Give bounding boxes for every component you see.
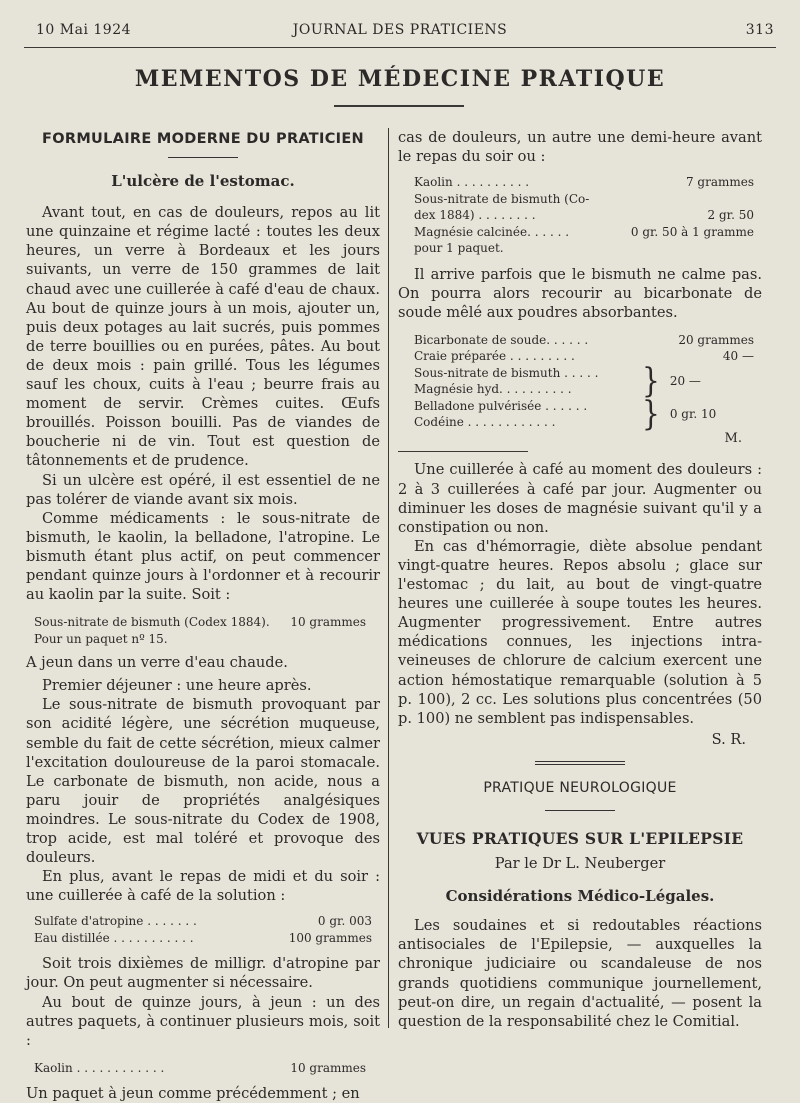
rx-note: pour 1 paquet. xyxy=(414,241,504,256)
paragraph: Un paquet à jeun comme précédemment ; en xyxy=(26,1085,360,1103)
rx-name: Sous-nitrate de bismuth (Co- xyxy=(414,191,590,206)
paragraph: Le sous-nitrate de bismuth provoquant par son acidité légère, une sécrétion muqueuse, semble du fait de cette sécrétion, mieux calmer l'excitation douloureuse de la paroi stomacale. Le carbonate de bismuth, non acide, nous a paru jouir de propriétés analgésiques moindres. Le sous-nitrate du Codex de 1908, trop acide, est mal toléré et provoque des douleurs. xyxy=(26,696,380,867)
paragraph: Avant tout, en cas de douleurs, repos au lit une quinzaine et régime lacté : toutes les deux heures, un verre à Bordeaux et les jours suivants, un verre de 150 grammes de lait chaud avec une cuillerée à café d'eau de chaux. Au bout de quinze jours à un mois, ajouter un, puis deux potages au lait sucrés, puis pommes de terre bouillies ou en purées, pâtes. Au bout de deux mois : pain grillé. Tous les légumes sauf les choux, cuits à l'eau ; beurre frais au moment de servir. Crèmes cuites. Œufs brouillés. Poisson bouilli. Pas de viandes de boucherie ni de vin. Tout est question de tâtonnements et de prudence. xyxy=(26,204,380,470)
prescription-kaolin xyxy=(34,1060,380,1077)
paragraph: A jeun dans un verre d'eau chaude. xyxy=(26,654,288,672)
double-rule xyxy=(535,761,625,765)
paragraph: Si un ulcère est opéré, il est essentiel de ne pas tolérer de viande avant six mois. xyxy=(26,471,380,508)
rx-note: Pour un paquet nº 15. xyxy=(34,631,168,646)
rx-quantity: 40 — xyxy=(722,349,754,364)
rx-name: Craie préparée . . . . . . . . . xyxy=(414,349,575,364)
article-subtitle: L'ulcère de l'estomac. xyxy=(111,172,295,191)
header-date: 10 Mai 1924 xyxy=(36,22,132,38)
page-title: MEMENTOS DE MÉDECINE PRATIQUE xyxy=(134,66,666,92)
rx-name: Sulfate d'atropine . . . . . . . xyxy=(34,914,197,929)
paragraph: Premier déjeuner : une heure après. xyxy=(42,677,312,695)
paragraph: Comme médicaments : le sous-nitrate de bismuth, le kaolin, la belladone, l'atropine. Le bismuth étant plus actif, on peut commencer pendant quinze jours à l'ordonner et à recourir au kaolin par la suite. Soit : xyxy=(26,509,380,604)
paragraph: Au bout de quinze jours, à jeun : un des autres paquets, à continuer plusieurs mois, soit : xyxy=(26,993,380,1049)
rx-quantity: 7 grammes xyxy=(685,175,754,190)
rx-name: Bicarbonate de soude. . . . . . xyxy=(414,332,589,347)
header-rule xyxy=(24,47,776,48)
rx-line xyxy=(414,191,762,208)
brace-icon: } xyxy=(642,361,660,401)
rx-quantity: 10 grammes xyxy=(290,615,366,630)
rx-quantity: 0 gr. 10 xyxy=(669,407,717,422)
paragraph: Une cuillerée à café au moment des douleurs : 2 à 3 cuillerées à café par jour. Augmenter ou diminuer les doses de magnésie suivant qu'il y a constipation ou non. xyxy=(398,461,762,536)
rx-group-bismuth xyxy=(414,365,642,398)
paragraph: En cas d'hémorragie, diète absolue pendant vingt-quatre heures. Repos absolu ; glace sur l'estomac ; du lait, au bout de vingt-quatre heures une cuillerée à soupe toutes les heures. Augmenter progressivement. Entre autres médications connues, les injections intra-veineuses de chlorure de calcium exercent une action hémostatique remarquable (solution à 5 p. 100), 2 cc. Les solutions plus concentrées (50 p. 100) ne semblent pas indispensables. xyxy=(398,537,762,727)
header-page-number: 313 xyxy=(745,22,774,38)
rx-name: Magnésie calcinée. . . . . . xyxy=(414,224,570,239)
rx-name: Kaolin . . . . . . . . . . xyxy=(414,175,530,190)
rx-line xyxy=(34,913,380,930)
rx-name: Magnésie hyd. . . . . . . . . . xyxy=(414,382,572,397)
rx-line xyxy=(34,930,380,947)
section-rule xyxy=(545,810,615,811)
paragraph: En plus, avant le repas de midi et du soir : une cuillerée à café de la solution : xyxy=(26,868,380,905)
rx-name: Kaolin . . . . . . . . . . . . xyxy=(34,1060,165,1075)
rx-line xyxy=(414,207,762,224)
title-rule xyxy=(334,105,464,107)
rx-name: Sous-nitrate de bismuth (Codex 1884). xyxy=(34,615,270,630)
paragraph: Il arrive parfois que le bismuth ne calme pas. On pourra alors recourir au bicarbonate de soude mêlé aux poudres absorbantes. xyxy=(398,265,762,321)
rx-group-belladone xyxy=(414,398,642,431)
rx-line xyxy=(414,332,762,349)
rx-name: Belladone pulvérisée . . . . . . xyxy=(414,398,588,413)
rx-quantity: 20 — xyxy=(669,374,701,389)
rx-quantity: 2 gr. 50 xyxy=(707,208,754,223)
article-author: Par le Dr L. Neuberger xyxy=(494,855,666,873)
section-rule xyxy=(168,157,238,158)
prescription-kaolin-bismuth xyxy=(414,174,762,240)
article-title-epilepsie: VUES PRATIQUES SUR L'EPILEPSIE xyxy=(416,828,744,848)
signature-m: M. xyxy=(724,430,742,446)
signature-sr: S. R. xyxy=(711,730,746,748)
section-heading-neurologique: PRATIQUE NEUROLOGIQUE xyxy=(483,779,677,796)
running-header xyxy=(0,22,800,44)
rx-line xyxy=(414,174,762,191)
rx-quantity: 20 grammes xyxy=(678,332,754,347)
right-column xyxy=(398,128,762,1031)
prescription-atropine xyxy=(34,913,380,946)
rx-quantity: 10 grammes xyxy=(290,1060,366,1075)
rx-name: dex 1884) . . . . . . . . xyxy=(414,208,536,223)
rx-line xyxy=(414,348,762,365)
article-subtitle: Considérations Médico-Légales. xyxy=(445,887,715,906)
rx-rule xyxy=(398,451,528,452)
paragraph: Les soudaines et si redoutables réactions antisociales de l'Epilepsie, — auxquelles la chronique judiciaire ou scandaleuse de nos grands quotidiens communique journellement, peut-on dire, un regain d'actualité, — posent la question de la responsabilité chez le Comitial. xyxy=(398,917,762,1030)
rx-name: Eau distillée . . . . . . . . . . . xyxy=(34,930,194,945)
rx-quantity: 100 grammes xyxy=(288,930,372,945)
left-column xyxy=(26,128,380,1103)
paragraph: cas de douleurs, un autre une demi-heure avant le repas du soir ou : xyxy=(398,129,762,166)
brace-icon: } xyxy=(642,394,660,434)
section-heading-formulaire: FORMULAIRE MODERNE DU PRATICIEN xyxy=(42,131,364,147)
rx-line xyxy=(414,224,762,241)
prescription-bismuth xyxy=(34,614,380,647)
header-journal: JOURNAL DES PRATICIENS xyxy=(292,22,508,38)
rx-quantity: 0 gr. 003 xyxy=(317,914,372,929)
paragraph: Soit trois dixièmes de milligr. d'atropine par jour. On peut augmenter si nécessaire. xyxy=(26,955,380,992)
column-divider xyxy=(388,128,389,1028)
rx-name: Codéine . . . . . . . . . . . . xyxy=(414,415,556,430)
rx-quantity: 0 gr. 50 à 1 gramme xyxy=(630,224,754,239)
rx-name: Sous-nitrate de bismuth . . . . . xyxy=(414,365,599,380)
prescription-bicarbonate xyxy=(414,332,762,448)
